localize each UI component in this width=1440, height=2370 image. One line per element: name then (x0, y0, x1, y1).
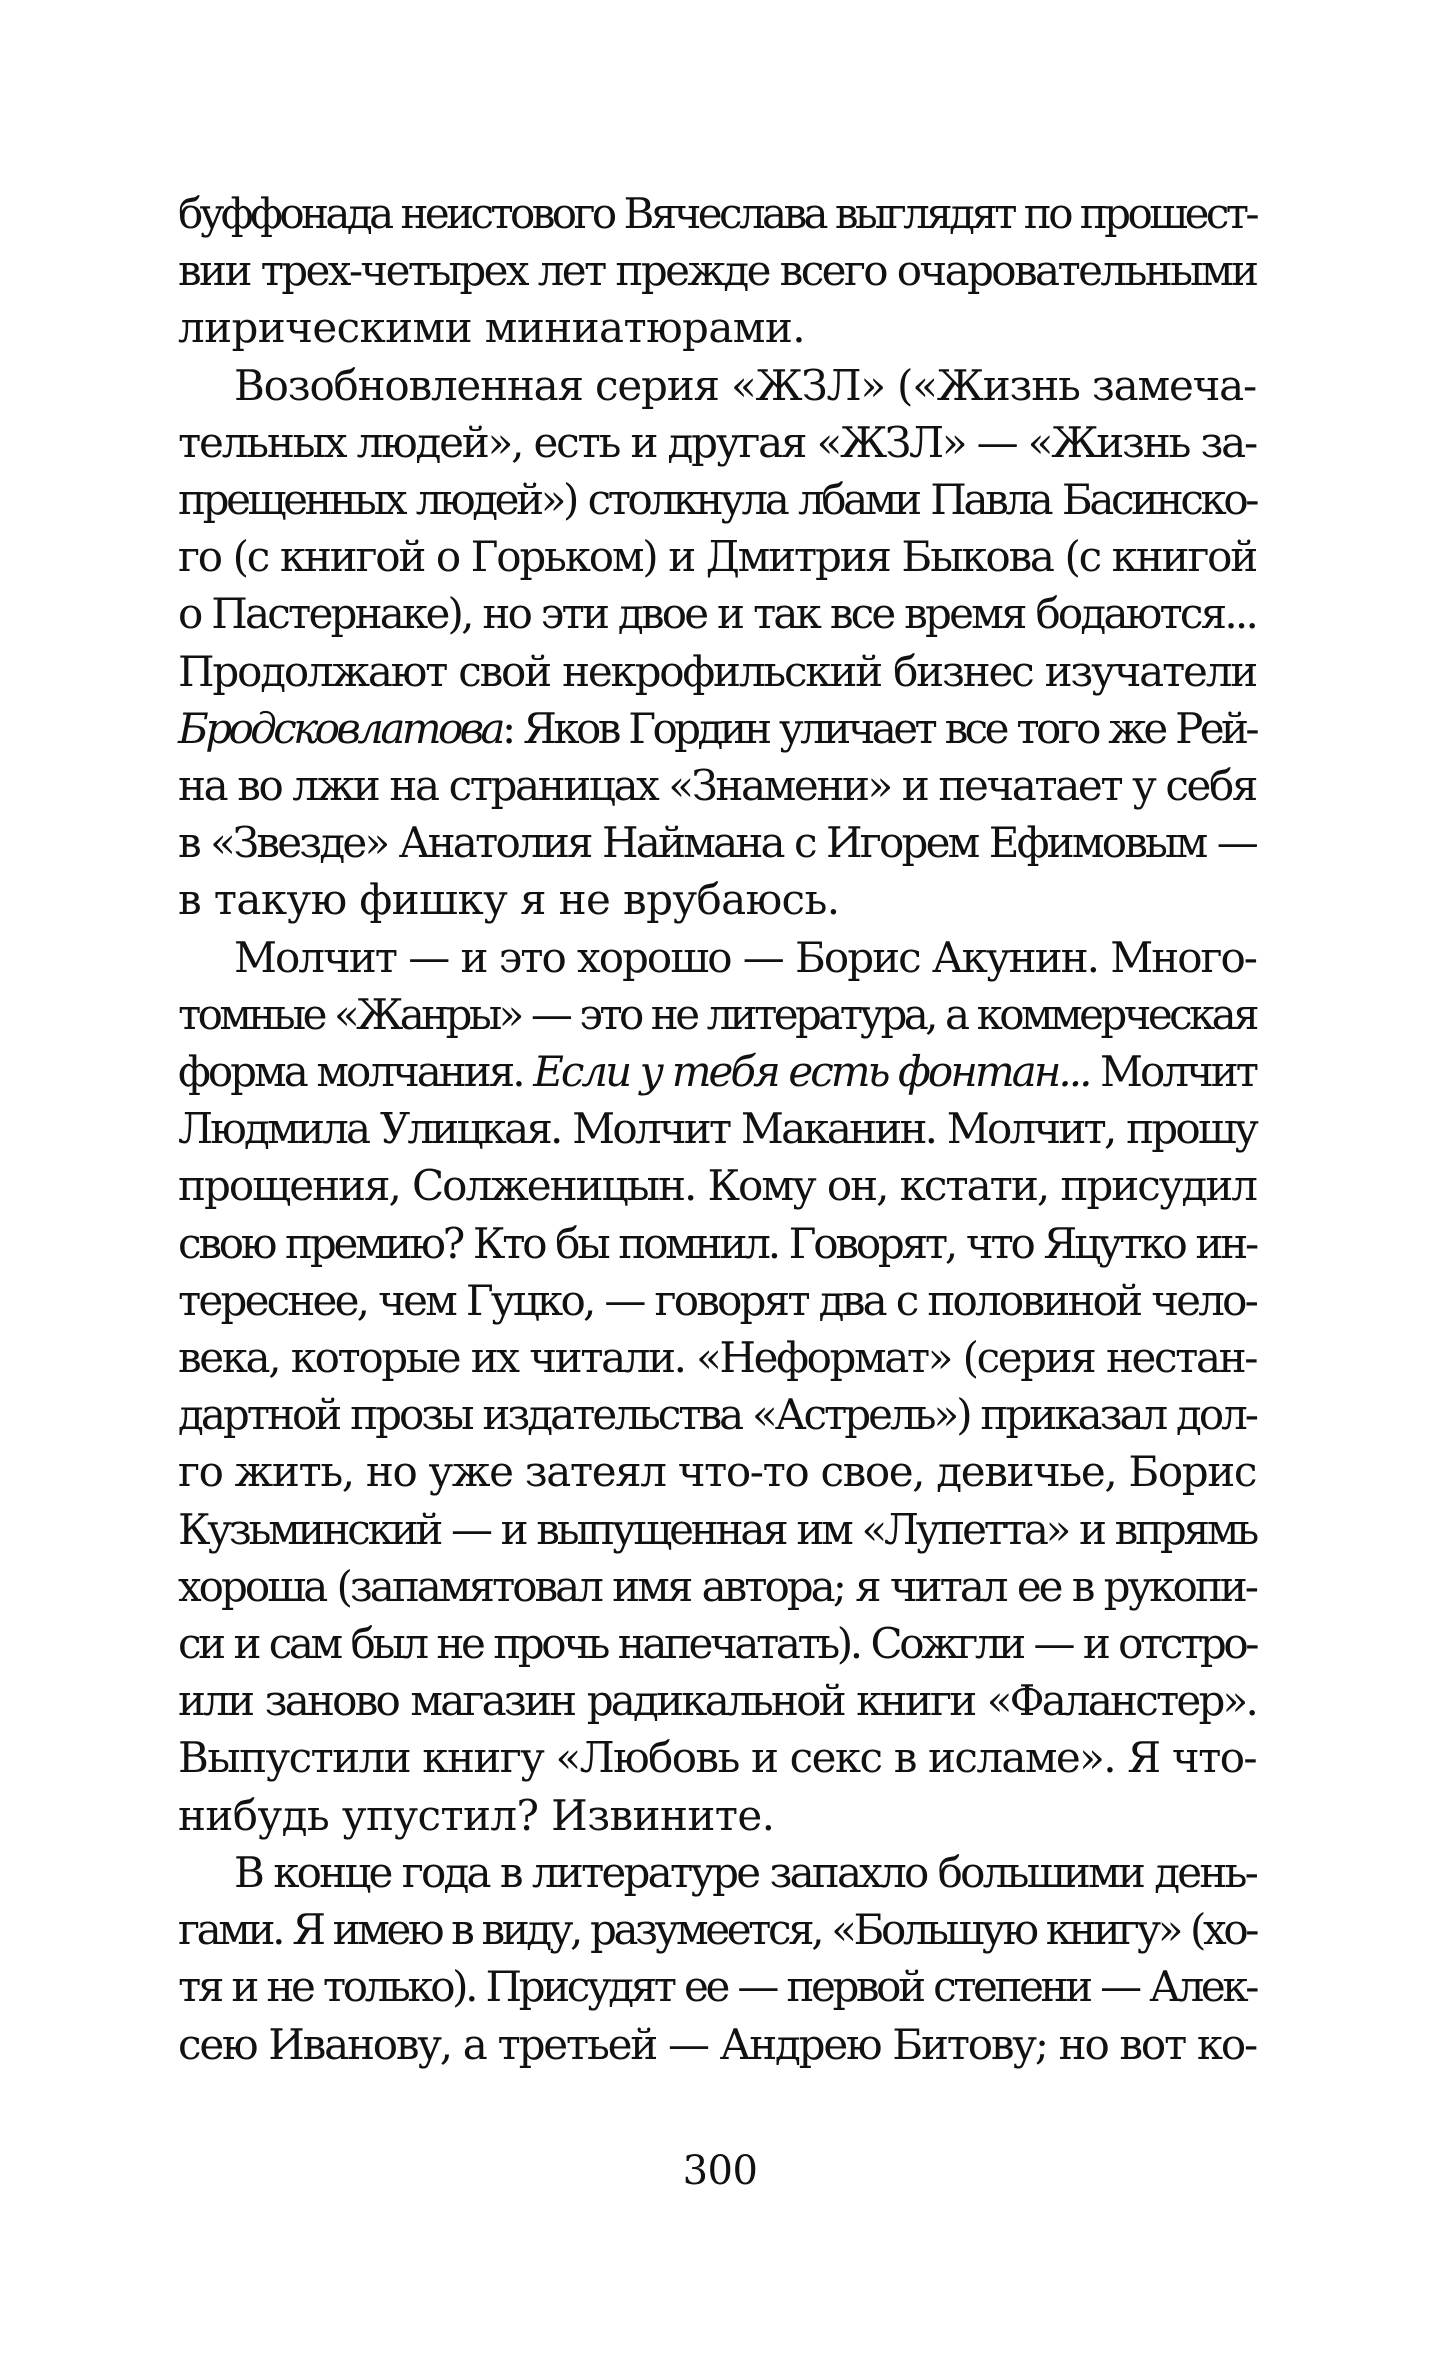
text-line: си и сам был не прочь напечатать). Сожгли — и отстро- (178, 1619, 1256, 1669)
text-line: о Пастернаке), но эти двое и так все время бодаются... (178, 589, 1256, 639)
page-body (178, 185, 1256, 2073)
page-number: 300 (682, 2148, 758, 2194)
text-line: буффонада неистового Вячеслава выглядят по прошест- (178, 189, 1256, 238)
text-line: в «Звезде» Анатолия Наймана с Игорем Ефимовым — (178, 818, 1256, 868)
text-line: го жить, но уже затеял что-то свое, девичье, Борис (178, 1447, 1256, 1497)
text-line (178, 700, 1256, 757)
text-line: Возобновленная серия «ЖЗЛ» («Жизнь замеча- (234, 360, 1256, 410)
text-line (178, 1043, 1256, 1100)
text-line: тя и не только). Присудят ее — первой степени — Алек- (178, 1962, 1256, 2012)
text-line: или заново магазин радикальной книги «Фаланстер». (178, 1676, 1256, 1726)
text-line: дартной прозы издательства «Астрель») приказал дол- (178, 1390, 1256, 1440)
text-line: на во лжи на страницах «Знамени» и печатает у себя (178, 761, 1256, 811)
paragraph-1 (178, 185, 1256, 357)
text-line: свою премию? Кто бы помнил. Говорят, что Яцутко ин- (178, 1218, 1256, 1268)
italic-term: Бродсковлатова (178, 703, 502, 753)
text-line: прещенных людей») столкнула лбами Павла Басинско- (178, 475, 1256, 525)
text-line: го (с книгой о Горьком) и Дмитрия Быкова (с книгой (178, 532, 1256, 582)
text-line: гами. Я имею в виду, разумеется, «Большую книгу» (хо- (178, 1905, 1256, 1955)
text-line: Кузьминский — и выпущенная им «Лупетта» и впрямь (178, 1504, 1256, 1554)
text-line: Продолжают свой некрофильский бизнес изучатели (178, 646, 1256, 696)
text-line: хороша (запамятовал имя автора; я читал ее в рукопи- (178, 1561, 1256, 1611)
text-line: сею Иванову, а третьей — Андрею Битову; но вот ко- (178, 2019, 1256, 2069)
text-line: Молчит — и это хорошо — Борис Акунин. Много- (234, 932, 1256, 982)
text-line: нибудь упустил? Извините. (178, 1790, 775, 1840)
text-line: в такую фишку я не врубаюсь. (178, 875, 840, 925)
paragraph-3 (178, 929, 1256, 1844)
text-line: Выпустили книгу «Любовь и секс в исламе». Я что- (178, 1733, 1256, 1783)
text-line: прощения, Солженицын. Кому он, кстати, присудил (178, 1161, 1256, 1211)
text-line: тереснее, чем Гуцко, — говорят два с половиной чело- (178, 1275, 1256, 1325)
text-line: века, которые их читали. «Неформат» (серия нестан- (178, 1333, 1256, 1383)
text-line: тельных людей», есть и другая «ЖЗЛ» — «Жизнь за- (178, 417, 1256, 467)
text-segment: форма молчания. (178, 1047, 534, 1097)
text-line: Людмила Улицкая. Молчит Маканин. Молчит, прошу (178, 1104, 1256, 1154)
paragraph-2 (178, 357, 1256, 929)
text-line: В конце года в литературе запахло большими день- (234, 1847, 1256, 1897)
italic-quote: Если у тебя есть фонтан... (533, 1047, 1090, 1097)
paragraph-4 (178, 1844, 1256, 2073)
text-line: лирическими миниатюрами. (178, 303, 805, 353)
text-line: вии трех-четырех лет прежде всего очаровательными (178, 246, 1257, 296)
text-segment: : Яков Гордин уличает все того же Рей- (501, 703, 1256, 753)
text-segment: Молчит (1089, 1047, 1257, 1097)
text-line: томные «Жанры» — это не литература, а коммерческая (178, 989, 1256, 1039)
